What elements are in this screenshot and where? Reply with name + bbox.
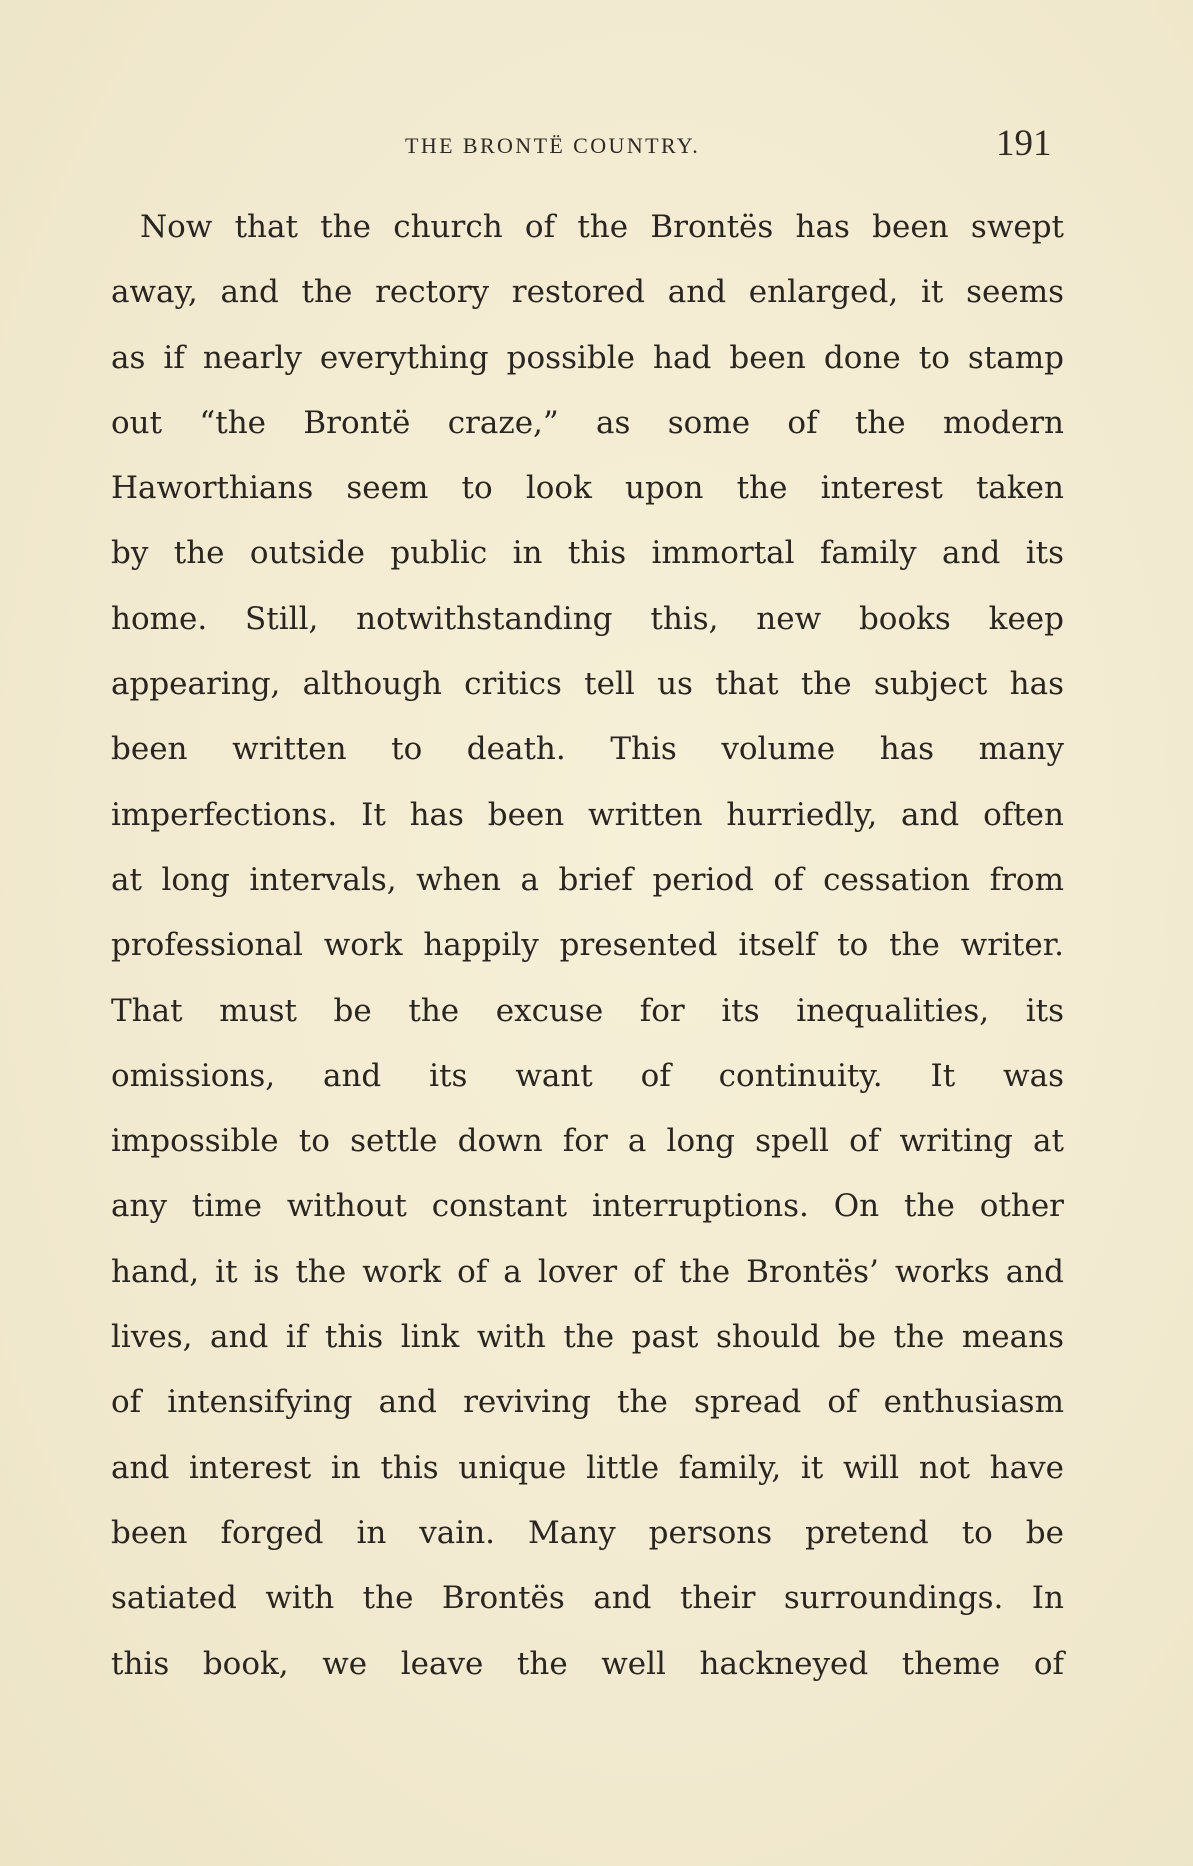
text-line: this book, we leave the well hackneyed theme of (111, 1645, 1064, 1682)
text-line: lives, and if this link with the past should be the means (111, 1319, 1064, 1356)
running-head: THE BRONTË COUNTRY. (405, 133, 701, 158)
text-line: out “the Brontë craze,” as some of the modern (111, 404, 1064, 441)
text-line: Haworthians seem to look upon the interest taken (111, 470, 1064, 507)
text-line: any time without constant interruptions. On the other (111, 1188, 1064, 1225)
text-line: and interest in this unique little family, it will not have (111, 1449, 1064, 1486)
body-text (111, 195, 1064, 1697)
text-line: That must be the excuse for its inequalities, its (111, 992, 1064, 1029)
text-line: hand, it is the work of a lover of the Brontës’ works and (111, 1253, 1064, 1290)
text-line: away, and the rectory restored and enlarged, it seems (111, 274, 1064, 311)
text-line: been written to death. This volume has many (111, 731, 1064, 768)
text-line: home. Still, notwithstanding this, new books keep (111, 600, 1064, 637)
text-line: been forged in vain. Many persons pretend to be (111, 1514, 1064, 1551)
text-line: at long intervals, when a brief period of cessation from (111, 861, 1064, 898)
text-line: as if nearly everything possible had been done to stamp (111, 339, 1064, 376)
text-line: Now that the church of the Brontës has been swept (140, 209, 1064, 245)
text-line: of intensifying and reviving the spread of enthusiasm (111, 1384, 1064, 1421)
text-line: by the outside public in this immortal family and its (111, 535, 1064, 572)
text-line: professional work happily presented itself to the writer. (111, 927, 1064, 964)
text-line: imperfections. It has been written hurriedly, and often (111, 796, 1064, 833)
text-line: impossible to settle down for a long spell of writing at (111, 1123, 1064, 1160)
page-number: 191 (996, 123, 1052, 164)
text-line: omissions, and its want of continuity. It was (111, 1057, 1064, 1094)
text-line: appearing, although critics tell us that the subject has (111, 666, 1064, 703)
text-line: satiated with the Brontës and their surroundings. In (111, 1580, 1064, 1617)
